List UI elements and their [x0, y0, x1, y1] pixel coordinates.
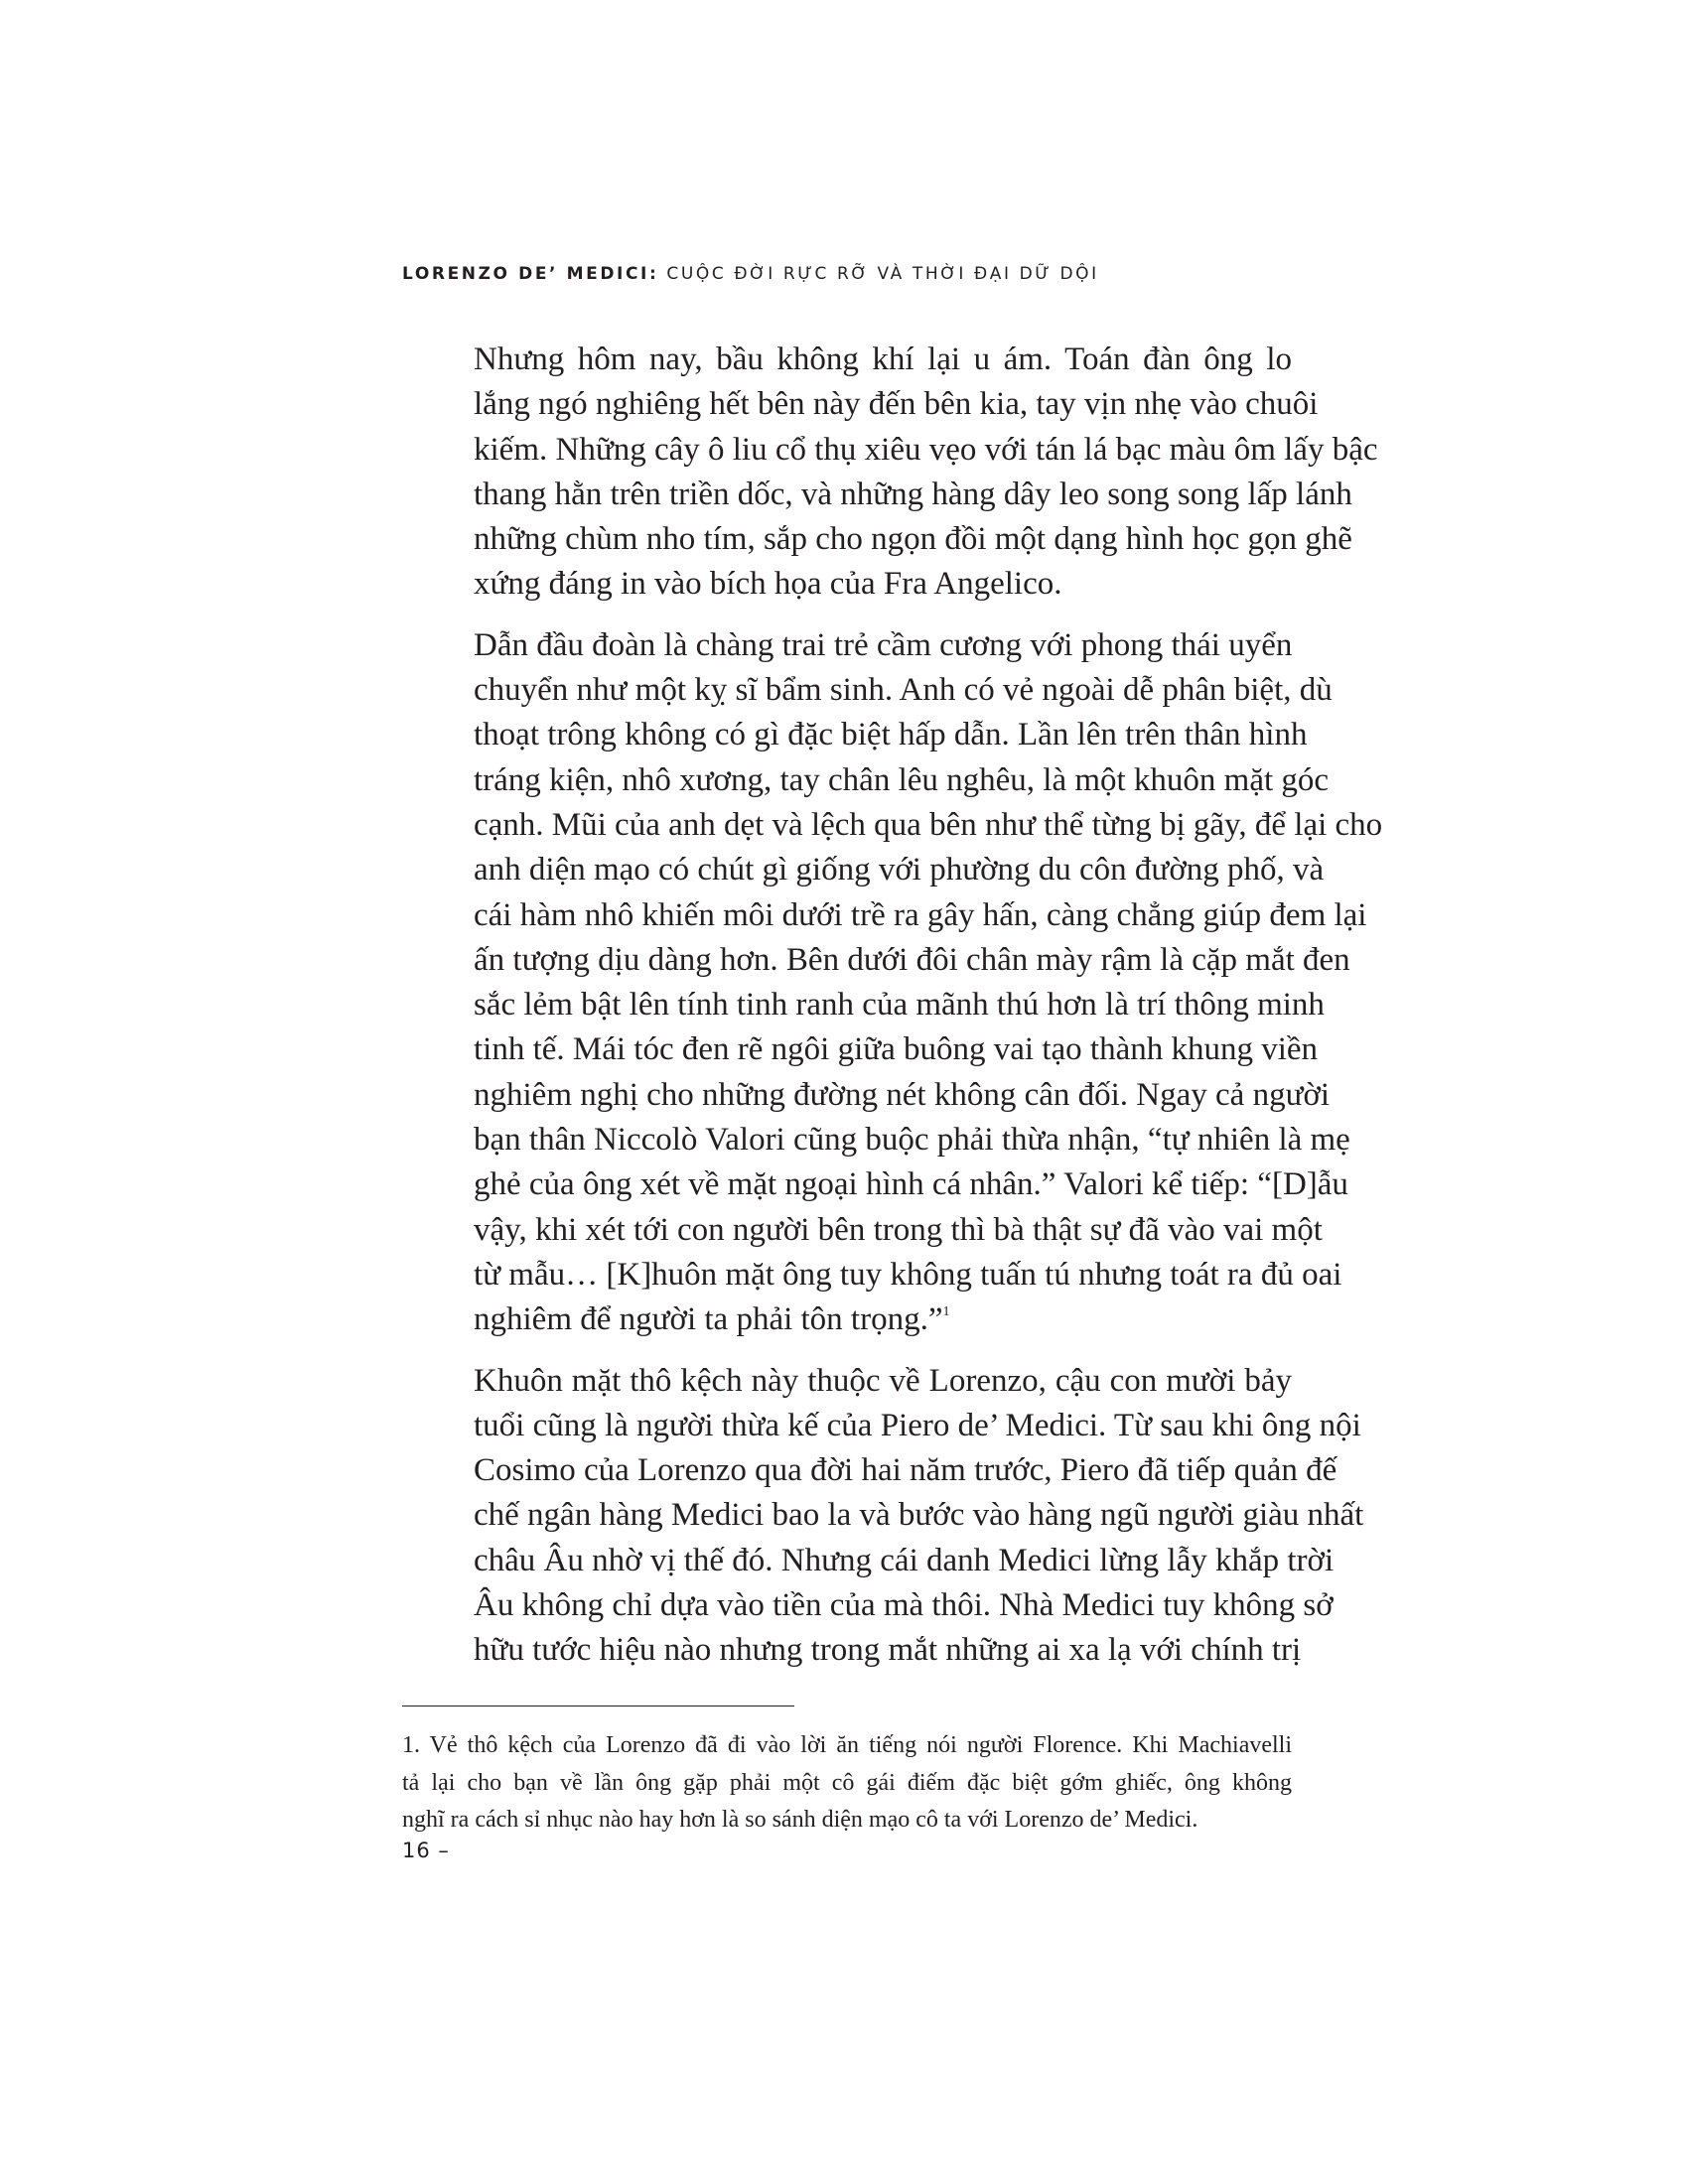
text-line: Dẫn đầu đoàn là chàng trai trẻ cầm cương với phong thái uyển	[474, 626, 1293, 663]
text-line: thang hằn trên triền dốc, và những hàng dây leo song song lấp lánh	[474, 476, 1352, 512]
page-number: 16 –	[402, 1839, 450, 1862]
body-text	[402, 338, 1383, 1674]
text-line: châu Âu nhờ vị thế đó. Nhưng cái danh Medici lừng lẫy khắp trời	[474, 1542, 1335, 1578]
text-line: kiếm. Những cây ô liu cổ thụ xiêu vẹo với tán lá bạc màu ôm lấy bậc	[474, 431, 1378, 468]
text-line: tráng kiện, nhô xương, tay chân lêu nghêu, là một khuôn mặt góc	[474, 761, 1330, 798]
running-head-book-title: LORENZO DE’ MEDICI:	[402, 264, 659, 284]
text-line: tuổi cũng là người thừa kế của Piero de’ Medici. Từ sau khi ông nội	[474, 1407, 1361, 1443]
text-line	[402, 1297, 1292, 1342]
text-line: Nhưng hôm nay, bầu không khí lại u ám. Toán đàn ông lo	[474, 341, 1292, 377]
text-line: cạnh. Mũi của anh dẹt và lệch qua bên như thể từng bị gãy, để lại cho	[474, 806, 1383, 843]
text-line: sắc lẻm bật lên tính tinh ranh của mãnh thú hơn là trí thông minh	[474, 987, 1325, 1024]
text-line: Khuôn mặt thô kệch này thuộc về Lorenzo, cậu con mười bảy	[474, 1362, 1292, 1399]
footnote-reference[interactable]: 1	[942, 1304, 950, 1320]
text-line: Âu không chỉ dựa vào tiền của mà thôi. Nhà Medici tuy không sở	[474, 1587, 1334, 1624]
text-line: lắng ngó nghiêng hết bên này đến bên kia, tay vịn nhẹ vào chuôi	[474, 386, 1319, 423]
text-line-content: nghiêm để người ta phải tôn trọng.”	[474, 1301, 943, 1338]
paragraph-2	[402, 623, 1383, 1343]
text-line: thoạt trông không có gì đặc biệt hấp dẫn. Lần lên trên thân hình	[474, 717, 1308, 753]
text-line: ghẻ của ông xét về mặt ngoại hình cá nhân.” Valori kể tiếp: “[D]ẫu	[474, 1166, 1348, 1203]
text-line: anh diện mạo có chút gì giống với phường du côn đường phố, và	[474, 852, 1325, 888]
footnote-line: nghĩ ra cách sỉ nhục nào hay hơn là so sánh diện mạo cô ta với Lorenzo de’ Medici.	[402, 1807, 1198, 1833]
footnote-line: 1. Vẻ thô kệch của Lorenzo đã đi vào lời ăn tiếng nói người Florence. Khi Machiavelli	[402, 1732, 1292, 1758]
text-line: Cosimo của Lorenzo qua đời hai năm trước, Piero đã tiếp quản đế	[474, 1452, 1337, 1489]
text-line: bạn thân Niccolò Valori cũng buộc phải thừa nhận, “tự nhiên là mẹ	[474, 1122, 1350, 1159]
text-line: cái hàm nhô khiến môi dưới trề ra gây hấn, càng chẳng giúp đem lại	[474, 896, 1367, 933]
text-line: tinh tế. Mái tóc đen rẽ ngôi giữa buông vai tạo thành khung viền	[474, 1031, 1319, 1068]
text-line: những chùm nho tím, sắp cho ngọn đồi một dạng hình học gọn ghẽ	[474, 521, 1352, 558]
text-line: chế ngân hàng Medici bao la và bước vào hàng ngũ người giàu nhất	[474, 1497, 1364, 1534]
text-line: chuyển như một kỵ sĩ bẩm sinh. Anh có vẻ ngoài dễ phân biệt, dù	[474, 672, 1333, 709]
running-head	[402, 264, 1099, 284]
text-line: hữu tước hiệu nào nhưng trong mắt những ai xa lạ với chính trị	[474, 1632, 1302, 1669]
footnote-line: tả lại cho bạn về lần ông gặp phải một cô gái điếm đặc biệt gớm ghiếc, ông không	[402, 1769, 1292, 1796]
text-line: từ mẫu… [K]huôn mặt ông tuy không tuấn tú nhưng toát ra đủ oai	[474, 1256, 1342, 1293]
text-line: ấn tượng dịu dàng hơn. Bên dưới đôi chân mày rậm là cặp mắt đen	[474, 941, 1350, 978]
text-line: vậy, khi xét tới con người bên trong thì bà thật sự đã vào vai một	[474, 1211, 1323, 1248]
footnote	[402, 1727, 1292, 1840]
text-line: xứng đáng in vào bích họa của Fra Angelico.	[474, 566, 1062, 603]
paragraph-3	[402, 1359, 1364, 1674]
running-head-subtitle: CUỘC ĐỜI RỰC RỠ VÀ THỜI ĐẠI DỮ DỘI	[666, 264, 1099, 284]
text-line: nghiêm nghị cho những đường nét không cân đối. Ngay cả người	[474, 1076, 1331, 1113]
paragraph-1	[402, 338, 1378, 608]
